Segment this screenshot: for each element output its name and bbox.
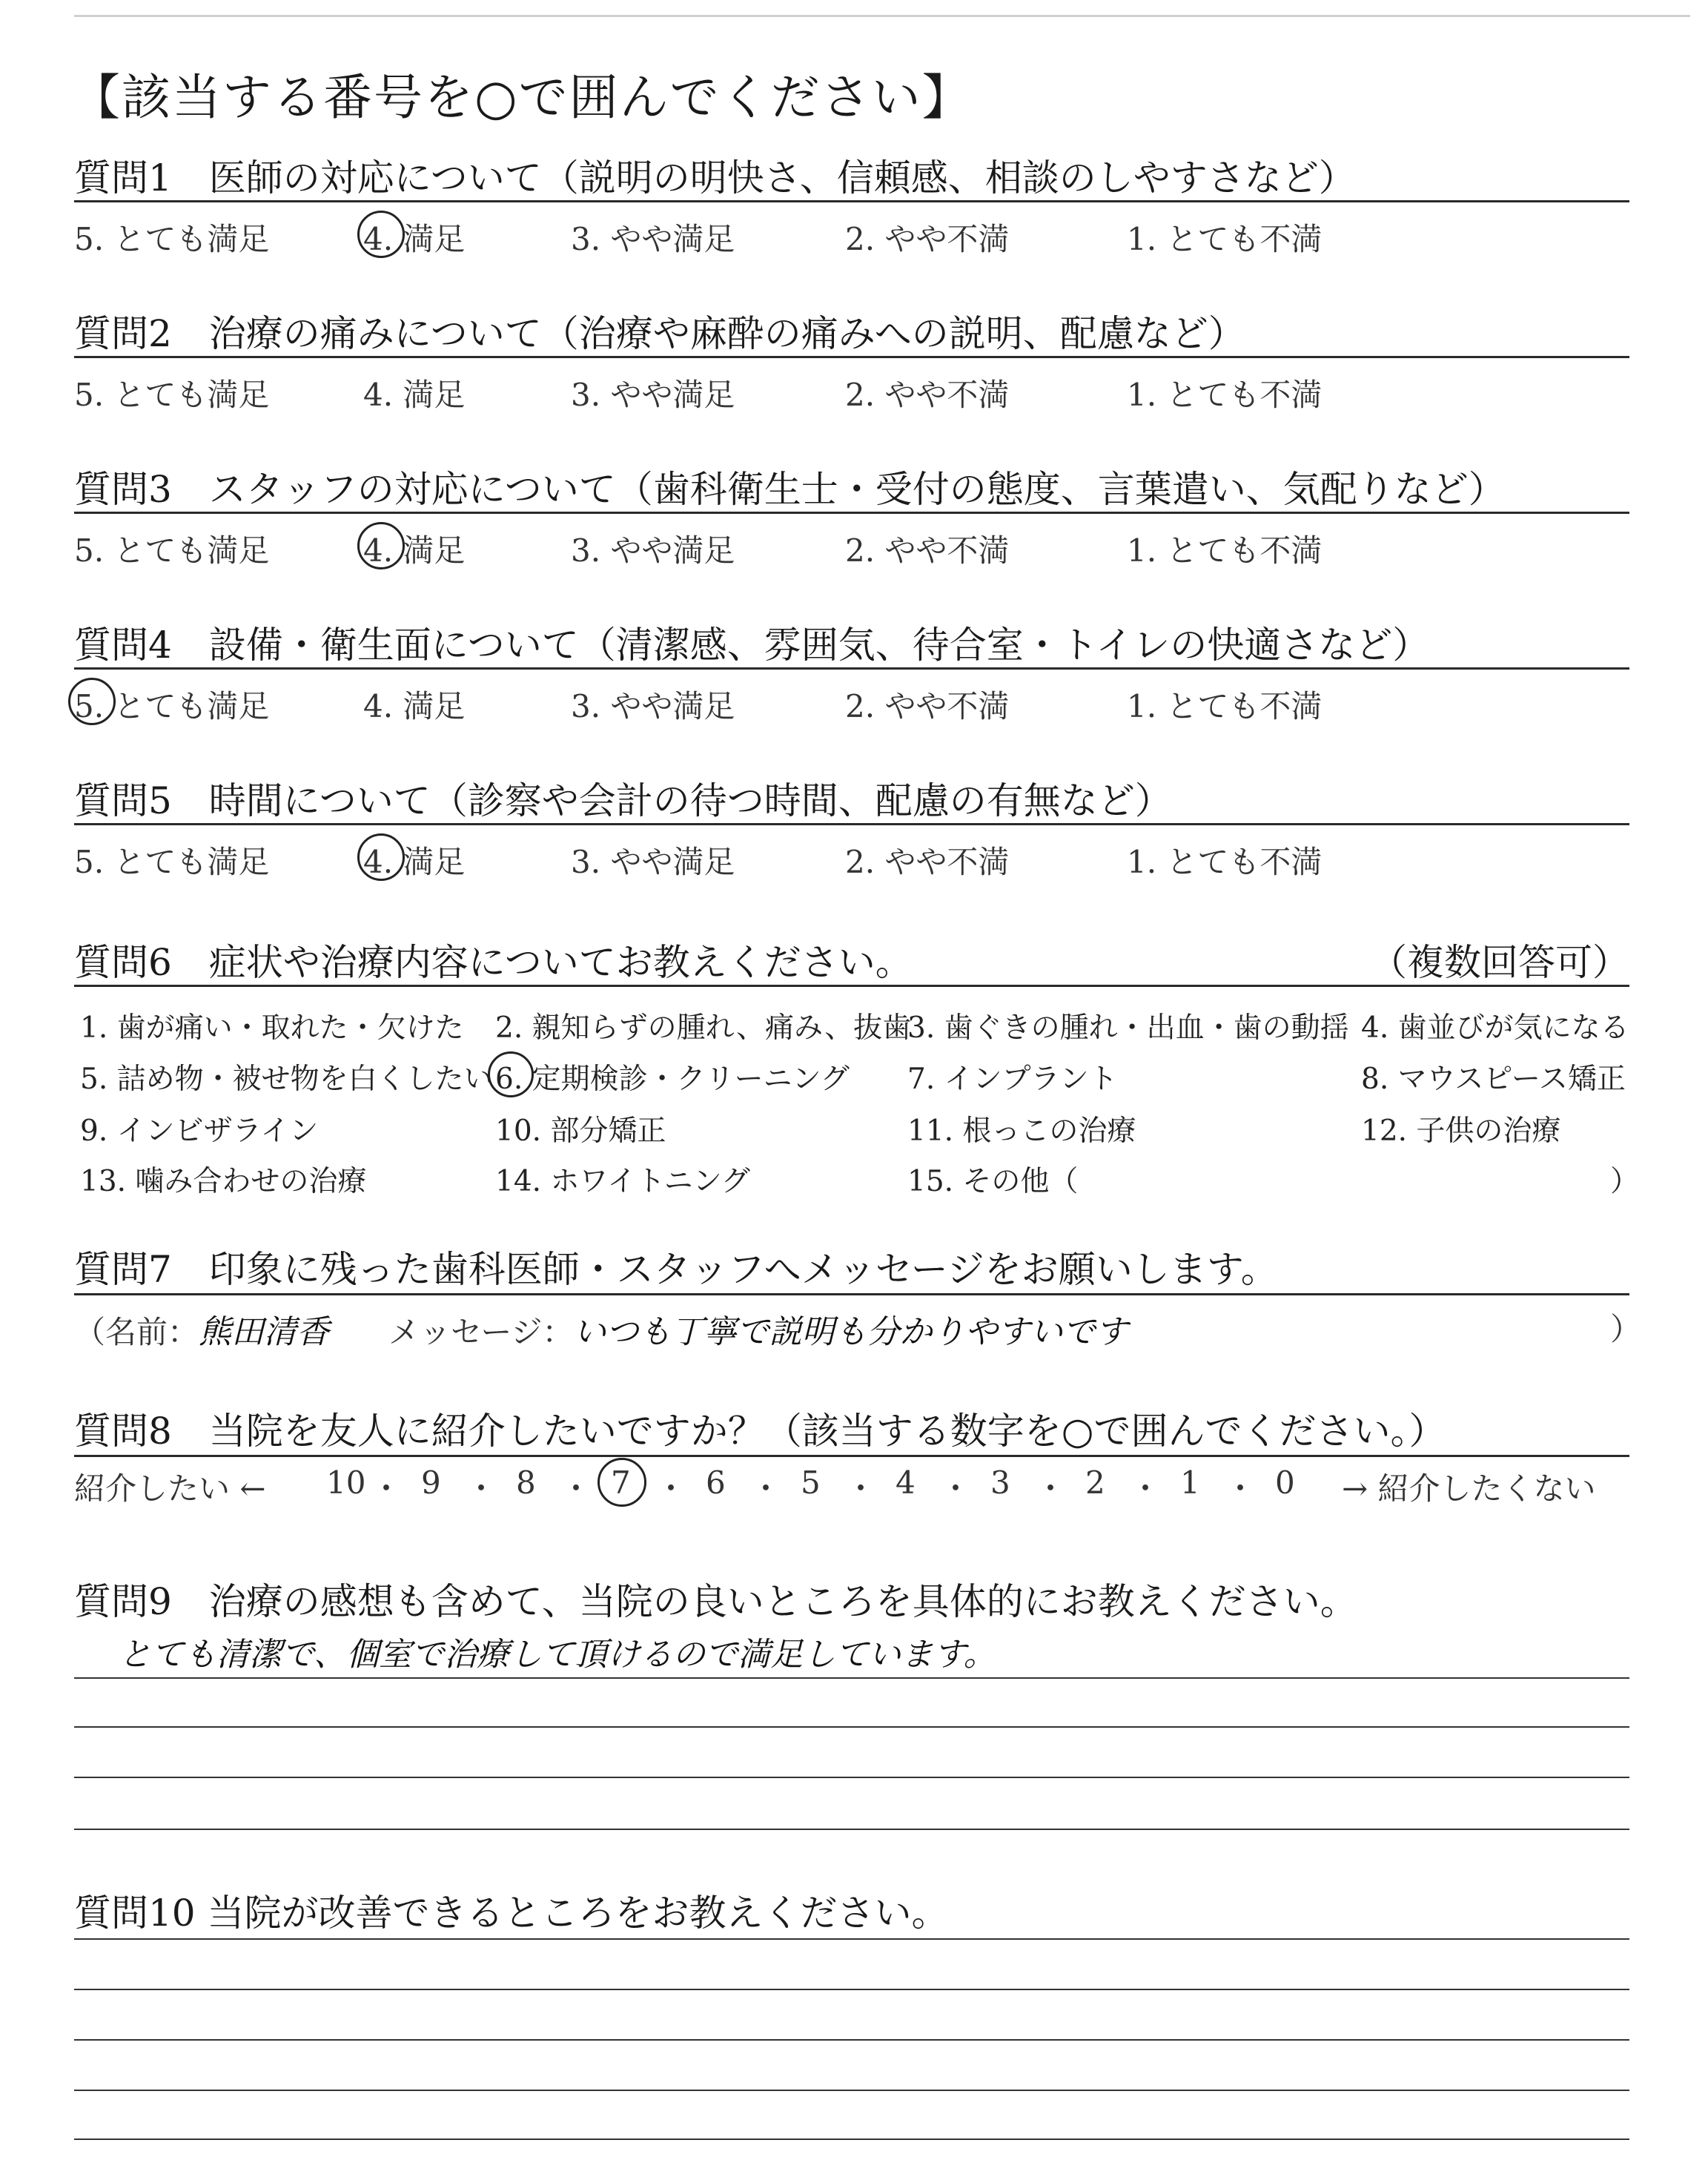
q8-separator: ・	[371, 1470, 403, 1507]
q8-separator: ・	[750, 1470, 782, 1507]
selection-circle	[488, 1051, 534, 1097]
question-5-option-4[interactable]: 4. 満足	[363, 844, 466, 880]
q6-option-3[interactable]: 3. 歯ぐきの腫れ・出血・歯の動揺	[907, 1011, 1349, 1045]
question-5-option-3[interactable]: 3. やや満足	[571, 844, 735, 880]
q8-left-label: 紹介したい ←	[74, 1470, 266, 1507]
q6-option-13[interactable]: 13. 噛み合わせの治療	[80, 1165, 367, 1198]
q10-write-line	[74, 1989, 1629, 1990]
q7-message-label: メッセージ：	[388, 1314, 574, 1350]
q6-option-14[interactable]: 14. ホワイトニング	[495, 1165, 750, 1198]
q8-separator: ・	[560, 1470, 592, 1507]
q7-title: 質問7 印象に残った歯科医師・スタッフへメッセージをお願いします。	[74, 1248, 1278, 1291]
question-3-option-2[interactable]: 2. やや不満	[845, 532, 1010, 569]
selection-circle	[598, 1458, 646, 1507]
q8-scale-2[interactable]: 2	[1085, 1464, 1105, 1501]
question-2-title: 質問2 治療の痛みについて（治療や麻酔の痛みへの説明、配慮など）	[74, 312, 1245, 355]
q6-option-4[interactable]: 4. 歯並びが気になる	[1361, 1011, 1629, 1045]
q7-message-value[interactable]: いつも丁寧で説明も分かりやすいです	[573, 1313, 1128, 1351]
q8-separator: ・	[655, 1470, 687, 1507]
question-4-rule	[74, 667, 1629, 670]
q7-close: ）	[1610, 1311, 1642, 1347]
q7-name-label: （名前：	[74, 1314, 199, 1350]
question-3-option-3[interactable]: 3. やや満足	[571, 532, 735, 569]
q8-separator: ・	[845, 1470, 877, 1507]
q6-option-6[interactable]: 6. 定期検診・クリーニング	[495, 1063, 850, 1096]
q6-option-2[interactable]: 2. 親知らずの腫れ、痛み、抜歯	[495, 1011, 912, 1045]
question-3-rule	[74, 512, 1629, 514]
question-2-rule	[74, 356, 1629, 358]
q9-answer[interactable]: とても清潔で、個室で治療して頂けるので満足しています。	[119, 1636, 996, 1674]
question-1-option-4[interactable]: 4. 満足	[363, 221, 466, 257]
q6-option-16: ）	[1610, 1165, 1640, 1198]
q10-title: 質問10 当院が改善できるところをお教えください。	[74, 1892, 949, 1935]
question-5-option-5[interactable]: 5. とても満足	[74, 844, 270, 880]
question-1-rule	[74, 200, 1629, 202]
form-heading: 【該当する番号を○で囲んでください】	[71, 69, 973, 126]
question-3-title: 質問3 スタッフの対応について（歯科衛生士・受付の態度、言葉遣い、気配りなど）	[74, 468, 1506, 511]
q8-separator: ・	[1225, 1470, 1257, 1507]
q8-separator: ・	[466, 1470, 497, 1507]
question-4-title: 質問4 設備・衛生面について（清潔感、雰囲気、待合室・トイレの快適さなど）	[74, 624, 1430, 667]
question-2-option-4[interactable]: 4. 満足	[363, 377, 466, 413]
q8-scale-3[interactable]: 3	[990, 1464, 1010, 1501]
question-4-option-1[interactable]: 1. とても不満	[1127, 688, 1323, 724]
question-3-option-5[interactable]: 5. とても満足	[74, 532, 270, 569]
question-2-option-3[interactable]: 3. やや満足	[571, 377, 735, 413]
question-1-option-5[interactable]: 5. とても満足	[74, 221, 270, 257]
question-2-option-1[interactable]: 1. とても不満	[1127, 377, 1323, 413]
q8-scale-8[interactable]: 8	[516, 1464, 536, 1501]
q8-title: 質問8 当院を友人に紹介したいですか？（該当する数字を○で囲んでください。）	[74, 1410, 1446, 1453]
q9-write-line	[74, 1677, 1629, 1679]
question-5-option-1[interactable]: 1. とても不満	[1127, 844, 1323, 880]
q9-write-line	[74, 1777, 1629, 1778]
q6-option-7[interactable]: 7. インプラント	[907, 1063, 1118, 1096]
q6-option-1[interactable]: 1. 歯が痛い・取れた・欠けた	[80, 1011, 464, 1045]
question-5-option-2[interactable]: 2. やや不満	[845, 844, 1010, 880]
q6-option-5[interactable]: 5. 詰め物・被せ物を白くしたい	[80, 1063, 493, 1096]
q8-scale-5[interactable]: 5	[801, 1464, 821, 1501]
q6-option-8[interactable]: 8. マウスピース矯正	[1361, 1063, 1626, 1096]
question-5-rule	[74, 823, 1629, 825]
q7-name-value[interactable]: 熊田清香	[199, 1313, 330, 1351]
q7-rule	[74, 1293, 1629, 1295]
question-1-title: 質問1 医師の対応について（説明の明快さ、信頼感、相談のしやすさなど）	[74, 156, 1356, 199]
q6-option-11[interactable]: 11. 根っこの治療	[907, 1114, 1136, 1148]
q10-write-line	[74, 2138, 1629, 2140]
selection-circle	[357, 833, 405, 881]
q10-write-line	[74, 2039, 1629, 2041]
q9-write-line	[74, 1726, 1629, 1728]
selection-circle	[68, 678, 116, 725]
question-1-option-1[interactable]: 1. とても不満	[1127, 221, 1323, 257]
q9-title: 質問9 治療の感想も含めて、当院の良いところを具体的にお教えください。	[74, 1580, 1357, 1623]
selection-circle	[357, 211, 405, 258]
q8-scale-0[interactable]: 0	[1275, 1464, 1295, 1501]
q6-title: 質問6 症状や治療内容についてお教えください。	[74, 941, 913, 984]
q8-scale-10[interactable]: 10	[326, 1464, 366, 1501]
q8-separator: ・	[1035, 1470, 1067, 1507]
q9-write-line	[74, 1829, 1629, 1830]
question-5-title: 質問5 時間について（診察や会計の待つ時間、配慮の有無など）	[74, 779, 1172, 822]
q6-rule	[74, 985, 1629, 987]
question-1-option-2[interactable]: 2. やや不満	[845, 221, 1010, 257]
question-3-option-4[interactable]: 4. 満足	[363, 532, 466, 569]
q8-scale-4[interactable]: 4	[896, 1464, 916, 1501]
q8-separator: ・	[940, 1470, 972, 1507]
question-4-option-3[interactable]: 3. やや満足	[571, 688, 735, 724]
top-rule	[74, 15, 1690, 17]
q10-write-line	[74, 2090, 1629, 2091]
selection-circle	[357, 522, 405, 569]
q6-option-12[interactable]: 12. 子供の治療	[1361, 1114, 1561, 1148]
question-1-option-3[interactable]: 3. やや満足	[571, 221, 735, 257]
q8-rule	[74, 1455, 1629, 1457]
question-4-option-5[interactable]: 5. とても満足	[74, 688, 270, 724]
q8-scale-9[interactable]: 9	[421, 1464, 441, 1501]
question-2-option-2[interactable]: 2. やや不満	[845, 377, 1010, 413]
q8-scale-6[interactable]: 6	[706, 1464, 726, 1501]
q10-write-line	[74, 1938, 1629, 1940]
question-3-option-1[interactable]: 1. とても不満	[1127, 532, 1323, 569]
q6-option-15[interactable]: 15. その他（	[907, 1165, 1079, 1198]
q8-scale-7[interactable]: 7	[611, 1464, 631, 1501]
q6-option-9[interactable]: 9. インビザライン	[80, 1114, 319, 1148]
q6-note: （複数回答可）	[1370, 941, 1629, 984]
q8-scale-1[interactable]: 1	[1180, 1464, 1200, 1501]
question-4-option-4[interactable]: 4. 満足	[363, 688, 466, 724]
q8-right-label: → 紹介したくない	[1342, 1470, 1596, 1507]
q7-message-row	[74, 1305, 1128, 1353]
question-4-option-2[interactable]: 2. やや不満	[845, 688, 1010, 724]
q6-option-10[interactable]: 10. 部分矯正	[495, 1114, 666, 1148]
question-2-option-5[interactable]: 5. とても満足	[74, 377, 270, 413]
q8-separator: ・	[1130, 1470, 1162, 1507]
